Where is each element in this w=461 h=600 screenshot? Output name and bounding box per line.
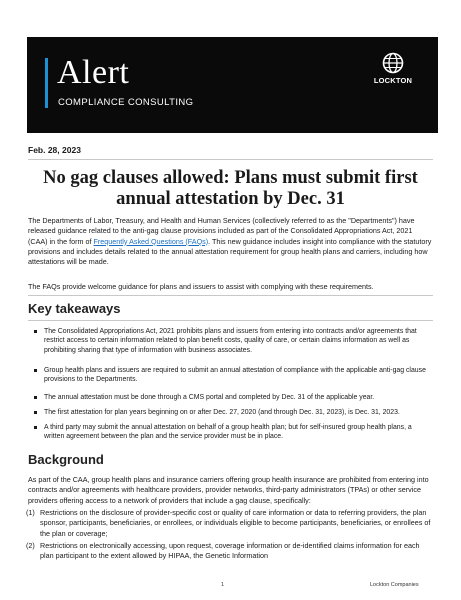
bullet-icon (34, 411, 37, 414)
intro-text-start: The Departments of Labor, Treasury, and Health and Human Services (collectively referred to as the "Departments") have released guidance related to the anti-gag clause provisions included as part of the Consolidated Appropriations Act, 2021 (CAA) in the form of (28, 216, 415, 246)
background-heading: Background (28, 452, 104, 467)
lockton-logo (362, 52, 424, 85)
list-item-text: The Consolidated Appropriations Act, 2021 prohibits plans and issuers from entering into contracts and/or agreements that restrict access to certain information related to plan benefit costs, quality of care, or certain claims information as well as prohibiting sharing that type of information with business associates. (44, 328, 417, 354)
faq-link[interactable]: Frequently Asked Questions (FAQs) (93, 236, 209, 246)
bullet-icon (34, 396, 37, 399)
divider (28, 320, 433, 321)
list-item-text: A third party may submit the annual attestation on behalf of a group health plan; but for self-insured group health plans, a written agreement between the plan and the service provider must be in place. (44, 424, 412, 441)
divider (28, 295, 433, 296)
intro-paragraph-2: The FAQs provide welcome guidance for plans and issuers to assist with complying with these requirements. (28, 282, 374, 291)
intro-text-end: . This new guidance includes insight into compliance with the statutory provisions and includes details related to the annual attestation requirement for group health plans and carriers, including how attestations will be made. (28, 236, 432, 267)
list-item-text: The first attestation for plan years beginning on or after Dec. 27, 2020 (and through Dec. 31, 2023), is Dec. 31, 2023. (44, 409, 400, 416)
header-banner (27, 37, 438, 133)
list-item (26, 541, 432, 562)
banner-subtitle: COMPLIANCE CONSULTING (58, 97, 194, 108)
page-number: 1 (221, 582, 225, 588)
publication-date: Feb. 28, 2023 (28, 145, 81, 155)
list-number: (1) (26, 508, 35, 517)
logo-text: LOCKTON (373, 76, 413, 85)
key-takeaways-list (28, 322, 433, 460)
list-item-text: The annual attestation must be done through a CMS portal and completed by Dec. 31 of the applicable year. (44, 394, 375, 401)
lockton-globe-logo-icon (382, 52, 404, 74)
bullet-icon (34, 369, 37, 372)
intro-paragraph (28, 216, 433, 267)
list-item (26, 508, 432, 539)
divider (28, 159, 433, 160)
page-title: No gag clauses allowed: Plans must submit first annual attestation by Dec. 31 (43, 168, 418, 209)
accent-bar (45, 58, 48, 108)
bullet-icon (34, 426, 37, 429)
list-item-text: Group health plans and issuers are required to submit an annual attestation of compliance with the applicable anti-gag clause provisions to the Departments. (44, 367, 426, 384)
banner-title: Alert (57, 54, 130, 91)
list-item-text: Restrictions on electronically accessing, upon request, coverage information or de-identified claims information for each plan participant to the extent allowed by HIPAA, the Genetic Information (40, 541, 420, 561)
list-number: (2) (26, 541, 35, 550)
background-paragraph: As part of the CAA, group health plans and insurance carriers offering group health insurance are prohibited from entering into contracts and/or agreements with healthcare providers, provider networks, third-party administrators (TPAs) or other service providers offering access to a network of providers that include a gag clause, specifically: (28, 475, 429, 505)
footer-company: Lockton Companies (370, 582, 419, 588)
bullet-icon (34, 330, 37, 333)
key-takeaways-heading: Key takeaways (28, 301, 121, 316)
list-item-text: Restrictions on the disclosure of provider-specific cost or quality of care information or data to referring providers, the plan sponsor, participants, beneficiaries, or enrollees, or individuals eligible to become participants, beneficiaries, or enrollees of the plan or coverage; (40, 508, 431, 538)
